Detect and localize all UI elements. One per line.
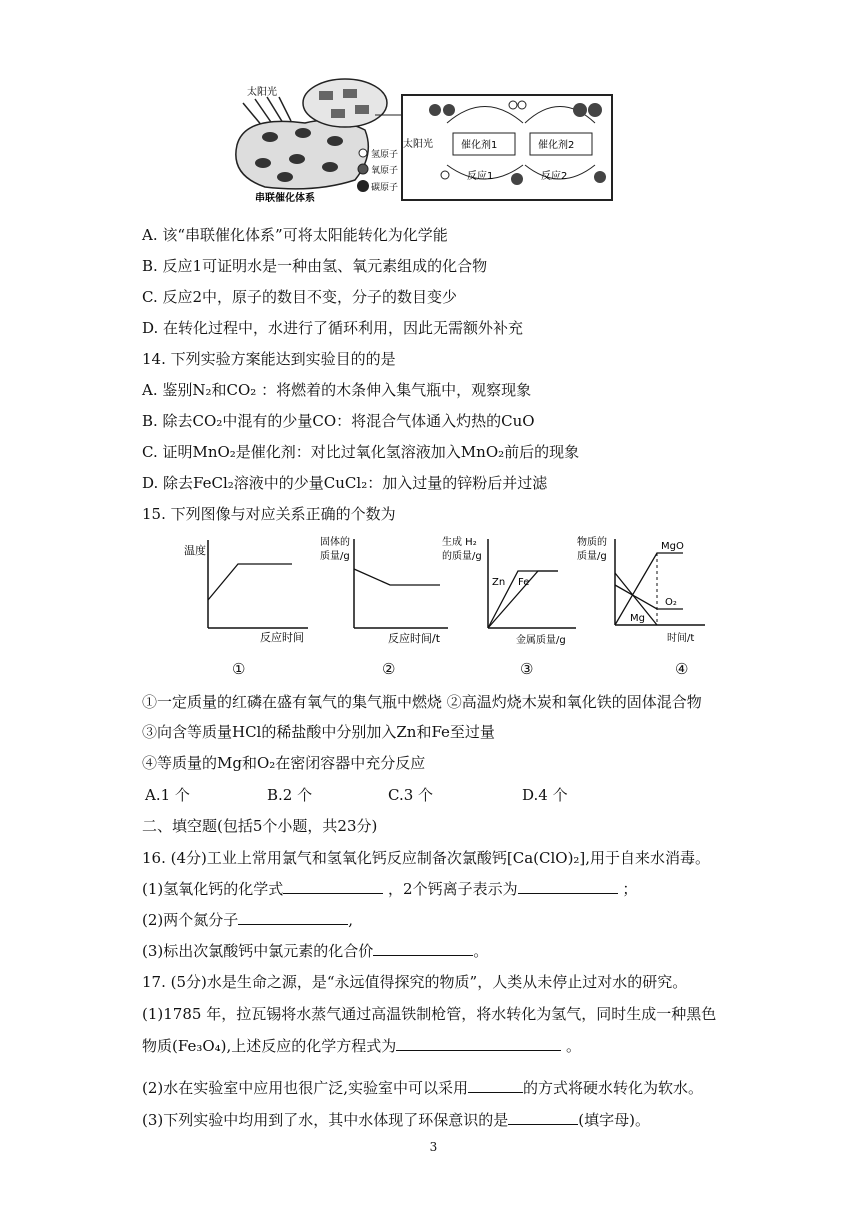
q16-part2 bbox=[142, 910, 353, 930]
sunlight-left-label: 太阳光 bbox=[247, 87, 277, 98]
legend-o: 氧原子 bbox=[371, 166, 399, 176]
graph4-o2-label: O₂ bbox=[665, 597, 677, 608]
q14-option-a: A. 鉴别N₂和CO₂ ：将燃着的木条伸入集气瓶中，观察现象 bbox=[142, 381, 532, 399]
q16-blank-1[interactable] bbox=[283, 879, 383, 894]
q17-p2-end: 的方式将硬水转化为软水。 bbox=[523, 1079, 704, 1097]
q15-choice-a: A.1 个 bbox=[145, 786, 190, 804]
graph1-xlabel: 反应时间 bbox=[260, 631, 304, 643]
graph4-number: ④ bbox=[675, 660, 689, 678]
graph2-ylabel-2: 质量/g bbox=[320, 551, 350, 562]
q15-choice-b: B.2 个 bbox=[267, 786, 313, 804]
graph3-number: ③ bbox=[520, 660, 534, 678]
q14-option-b: B. 除去CO₂中混有的少量CO：将混合气体通入灼热的CuO bbox=[142, 412, 535, 430]
q15-graph-2 bbox=[318, 535, 448, 645]
q16-blank-3[interactable] bbox=[238, 910, 348, 925]
q17-p3-end: (填字母)。 bbox=[578, 1111, 650, 1129]
q16-blank-2[interactable] bbox=[518, 879, 618, 894]
q17-part1: (1)1785 年，拉瓦锡将水蒸气通过高温铁制枪管，将水转化为氢气，同时生成一种黑色 bbox=[142, 1005, 717, 1023]
graph3-ylabel-2: 的质量/g bbox=[442, 551, 482, 562]
q16-p2-end: , bbox=[348, 911, 354, 929]
q17-part1b bbox=[142, 1036, 581, 1056]
graph3-fe-label: Fe bbox=[518, 577, 530, 588]
q14-stem: 14. 下列实验方案能达到实验目的的是 bbox=[142, 350, 396, 368]
graph4-mg-label: Mg bbox=[630, 613, 645, 624]
q13-option-d: D. 在转化过程中，水进行了循环利用，因此无需额外补充 bbox=[142, 319, 524, 337]
graph4-ylabel-1: 物质的 bbox=[577, 537, 607, 548]
q16-part3 bbox=[142, 941, 488, 961]
q16-p3-text: (3)标出次氯酸钙中氯元素的化合价 bbox=[142, 942, 374, 960]
q16-part1 bbox=[142, 879, 637, 899]
q17-blank-2[interactable] bbox=[468, 1078, 523, 1093]
q16-p1-end: ； bbox=[622, 880, 638, 898]
graph3-xlabel: 金属质量/g bbox=[516, 635, 566, 646]
section-heading: 二、填空题(包括5个小题，共23分) bbox=[142, 817, 378, 835]
q16-p1-text: (1)氢氧化钙的化学式 bbox=[142, 880, 284, 898]
graph1-line bbox=[208, 564, 292, 600]
q16-blank-4[interactable] bbox=[373, 941, 473, 956]
system-label: 串联催化体系 bbox=[255, 193, 315, 204]
catalyst2-label: 催化剂2 bbox=[538, 140, 575, 151]
catalyst1-label: 催化剂1 bbox=[461, 140, 498, 151]
graph2-ylabel-1: 固体的 bbox=[320, 537, 350, 548]
sunlight-box-label: 太阳光 bbox=[403, 139, 433, 150]
graph3-zn-label: Zn bbox=[492, 577, 506, 588]
graph1-ylabel: 温度 bbox=[184, 544, 206, 557]
q17-p1-end: 。 bbox=[566, 1037, 582, 1055]
q16-p3-end: 。 bbox=[473, 942, 489, 960]
q16-p1-text-2: ，2个钙离子表示为 bbox=[388, 880, 518, 898]
q17-p1b-text: 物质(Fe₃O₄),上述反应的化学方程式为 bbox=[142, 1037, 397, 1055]
q15-choice-c: C.3 个 bbox=[388, 786, 434, 804]
q15-graph-3 bbox=[440, 535, 580, 647]
q15-desc-2: ③向含等质量HCl的稀盐酸中分别加入Zn和Fe至过量 bbox=[142, 723, 495, 741]
graph2-line bbox=[354, 569, 440, 585]
graph3-ylabel-1: 生成 H₂ bbox=[442, 537, 477, 548]
q17-part3 bbox=[142, 1110, 650, 1130]
catalysis-figure bbox=[225, 75, 620, 210]
q17-p3-text: (3)下列实验中均用到了水，其中水体现了环保意识的是 bbox=[142, 1111, 509, 1129]
q17-blank-1[interactable] bbox=[396, 1036, 561, 1051]
graph4-ylabel-2: 质量/g bbox=[577, 551, 607, 562]
legend-c: 碳原子 bbox=[371, 183, 399, 193]
legend-h: 氢原子 bbox=[371, 150, 399, 160]
reaction2-label: 反应2 bbox=[541, 171, 568, 182]
graph4-xlabel: 时间/t bbox=[667, 633, 695, 644]
reaction1-label: 反应1 bbox=[467, 171, 494, 182]
q15-graph-1 bbox=[180, 538, 310, 643]
q16-p2-text: (2)两个氮分子 bbox=[142, 911, 239, 929]
q15-graph-4 bbox=[575, 535, 710, 647]
graph4-mgo-label: MgO bbox=[661, 541, 684, 552]
q13-option-c: C. 反应2中，原子的数目不变，分子的数目变少 bbox=[142, 288, 458, 306]
q17-blank-3[interactable] bbox=[508, 1110, 578, 1125]
q17-p2-text: (2)水在实验室中应用也很广泛,实验室中可以采用 bbox=[142, 1079, 469, 1097]
q17-part2 bbox=[142, 1078, 703, 1098]
q16-stem: 16. (4分)工业上常用氯气和氢氧化钙反应制备次氯酸钙[Ca(ClO)₂],用于自来水消毒。 bbox=[142, 849, 711, 867]
q17-stem: 17. (5分)水是生命之源，是“永远值得探究的物质”，人类从未停止过对水的研究。 bbox=[142, 973, 688, 991]
q15-stem: 15. 下列图像与对应关系正确的个数为 bbox=[142, 505, 396, 523]
graph2-xlabel: 反应时间/t bbox=[388, 632, 441, 645]
q13-option-b: B. 反应1可证明水是一种由氢、氧元素组成的化合物 bbox=[142, 257, 488, 275]
q15-desc-1: ①一定质量的红磷在盛有氧气的集气瓶中燃烧 ②高温灼烧木炭和氧化铁的固体混合物 bbox=[142, 693, 702, 711]
q15-desc-3: ④等质量的Mg和O₂在密闭容器中充分反应 bbox=[142, 754, 426, 772]
q14-option-c: C. 证明MnO₂是催化剂：对比过氧化氢溶液加入MnO₂前后的现象 bbox=[142, 443, 580, 461]
graph2-number: ② bbox=[382, 660, 396, 678]
q14-option-d: D. 除去FeCl₂溶液中的少量CuCl₂：加入过量的锌粉后并过滤 bbox=[142, 474, 548, 492]
graph1-number: ① bbox=[232, 660, 246, 678]
page-number: 3 bbox=[429, 1140, 438, 1154]
q13-option-a: A. 该“串联催化体系”可将太阳能转化为化学能 bbox=[142, 226, 448, 244]
q15-choice-d: D.4 个 bbox=[522, 786, 568, 804]
